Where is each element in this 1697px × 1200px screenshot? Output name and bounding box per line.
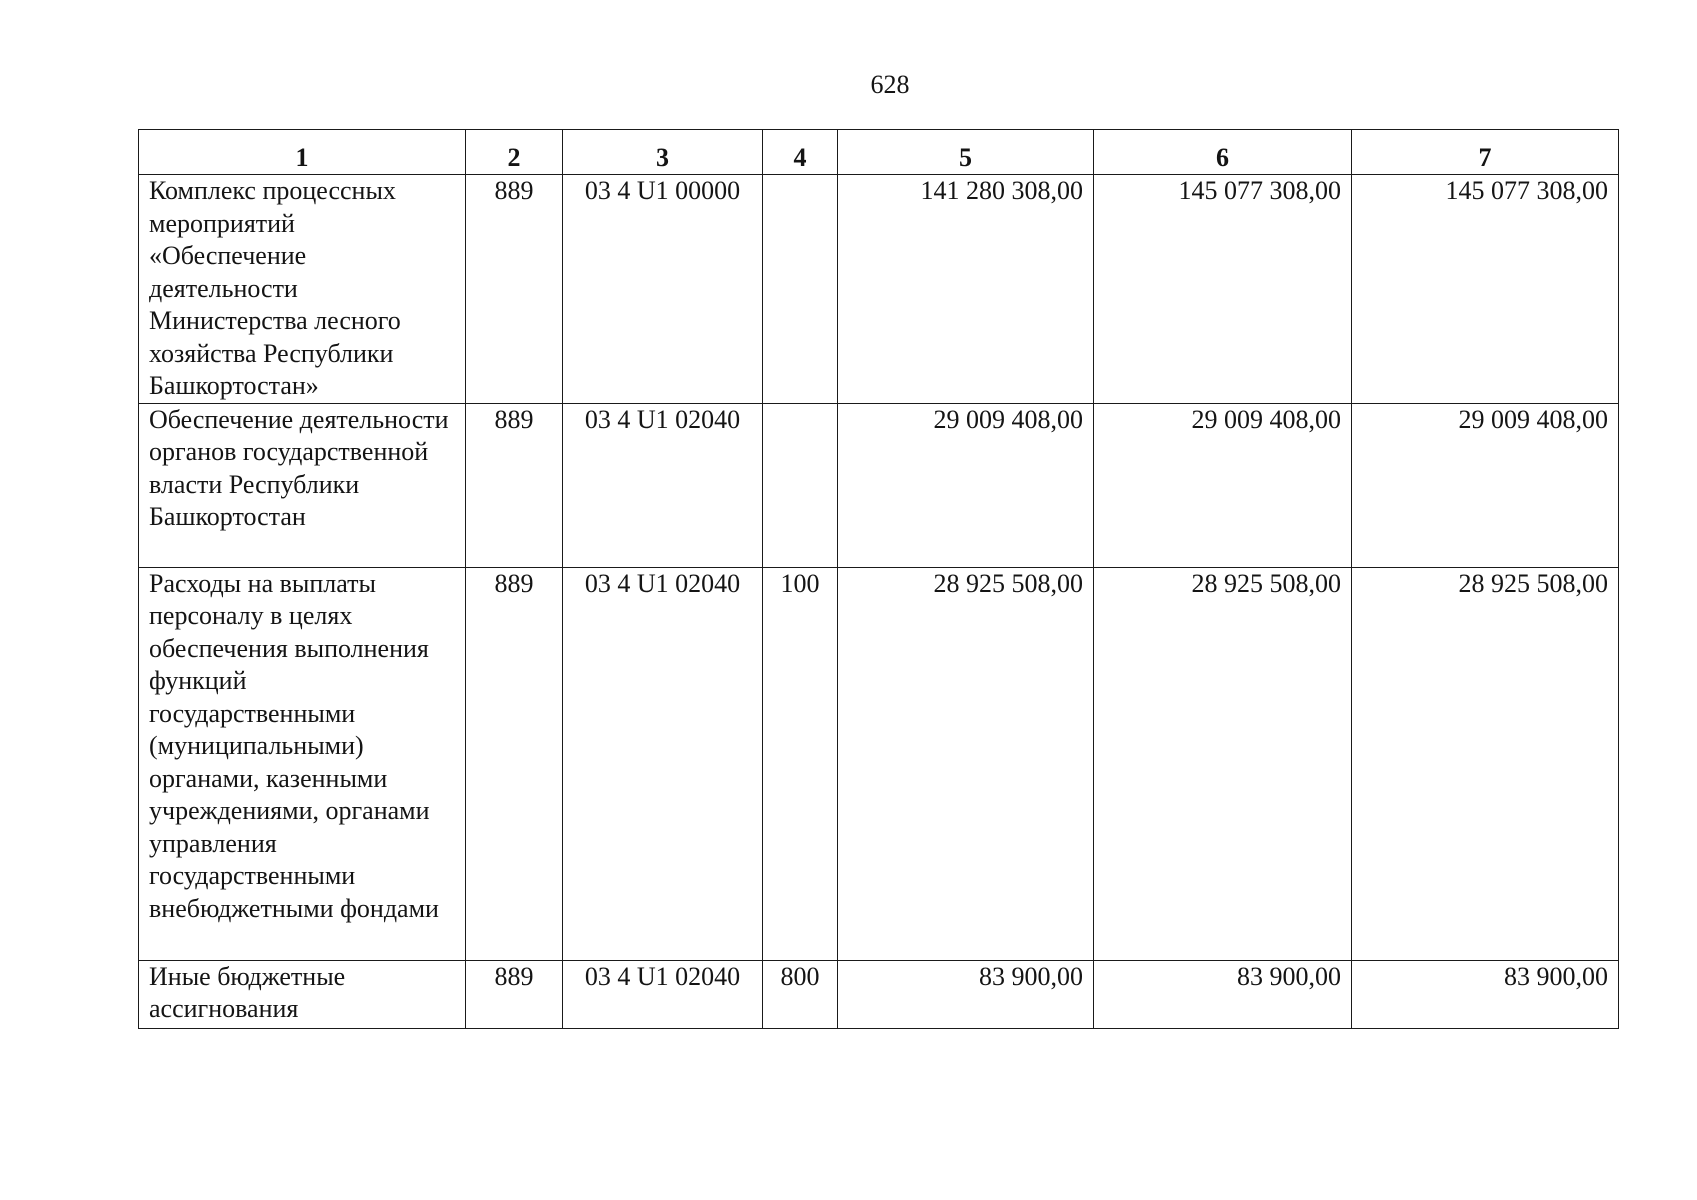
row-col6: 29 009 408,00	[1094, 403, 1352, 567]
row-col2: 889	[466, 403, 563, 567]
row-col2: 889	[466, 175, 563, 404]
header-row	[139, 130, 1619, 175]
row-col5: 141 280 308,00	[838, 175, 1094, 404]
row-name: Обеспечение деятельности органов государственной власти Республики Башкортостан	[139, 403, 466, 567]
row-col6: 145 077 308,00	[1094, 175, 1352, 404]
page-number: 628	[870, 70, 910, 99]
header-col-3: 3	[563, 130, 763, 175]
row-name: Расходы на выплаты персоналу в целях обеспечения выполнения функций государственными (муниципальными) органами, казенными учреждениями, органами управления государственными внебюджетными фондами	[139, 567, 466, 960]
header-col-2: 2	[466, 130, 563, 175]
row-col7: 145 077 308,00	[1352, 175, 1619, 404]
table-row	[139, 960, 1619, 1028]
row-col6: 28 925 508,00	[1094, 567, 1352, 960]
row-col4	[763, 403, 838, 567]
header-col-5: 5	[838, 130, 1094, 175]
row-name: Иные бюджетные ассигнования	[139, 960, 466, 1028]
row-col2: 889	[466, 567, 563, 960]
row-col4: 800	[763, 960, 838, 1028]
row-col3: 03 4 U1 02040	[563, 567, 763, 960]
row-col3: 03 4 U1 00000	[563, 175, 763, 404]
row-col3: 03 4 U1 02040	[563, 403, 763, 567]
row-col4: 100	[763, 567, 838, 960]
row-col2: 889	[466, 960, 563, 1028]
row-col7: 28 925 508,00	[1352, 567, 1619, 960]
row-col5: 29 009 408,00	[838, 403, 1094, 567]
table-row	[139, 175, 1619, 404]
row-col6: 83 900,00	[1094, 960, 1352, 1028]
row-col5: 28 925 508,00	[838, 567, 1094, 960]
table-row	[139, 403, 1619, 567]
row-col4	[763, 175, 838, 404]
row-col7: 83 900,00	[1352, 960, 1619, 1028]
header-col-1: 1	[139, 130, 466, 175]
table-row	[139, 567, 1619, 960]
header-col-7: 7	[1352, 130, 1619, 175]
budget-table	[138, 129, 1619, 1029]
header-col-4: 4	[763, 130, 838, 175]
header-col-6: 6	[1094, 130, 1352, 175]
row-col5: 83 900,00	[838, 960, 1094, 1028]
row-col3: 03 4 U1 02040	[563, 960, 763, 1028]
row-name: Комплекс процессных мероприятий «Обеспечение деятельности Министерства лесного хозяйства Республики Башкортостан»	[139, 175, 466, 404]
row-col7: 29 009 408,00	[1352, 403, 1619, 567]
